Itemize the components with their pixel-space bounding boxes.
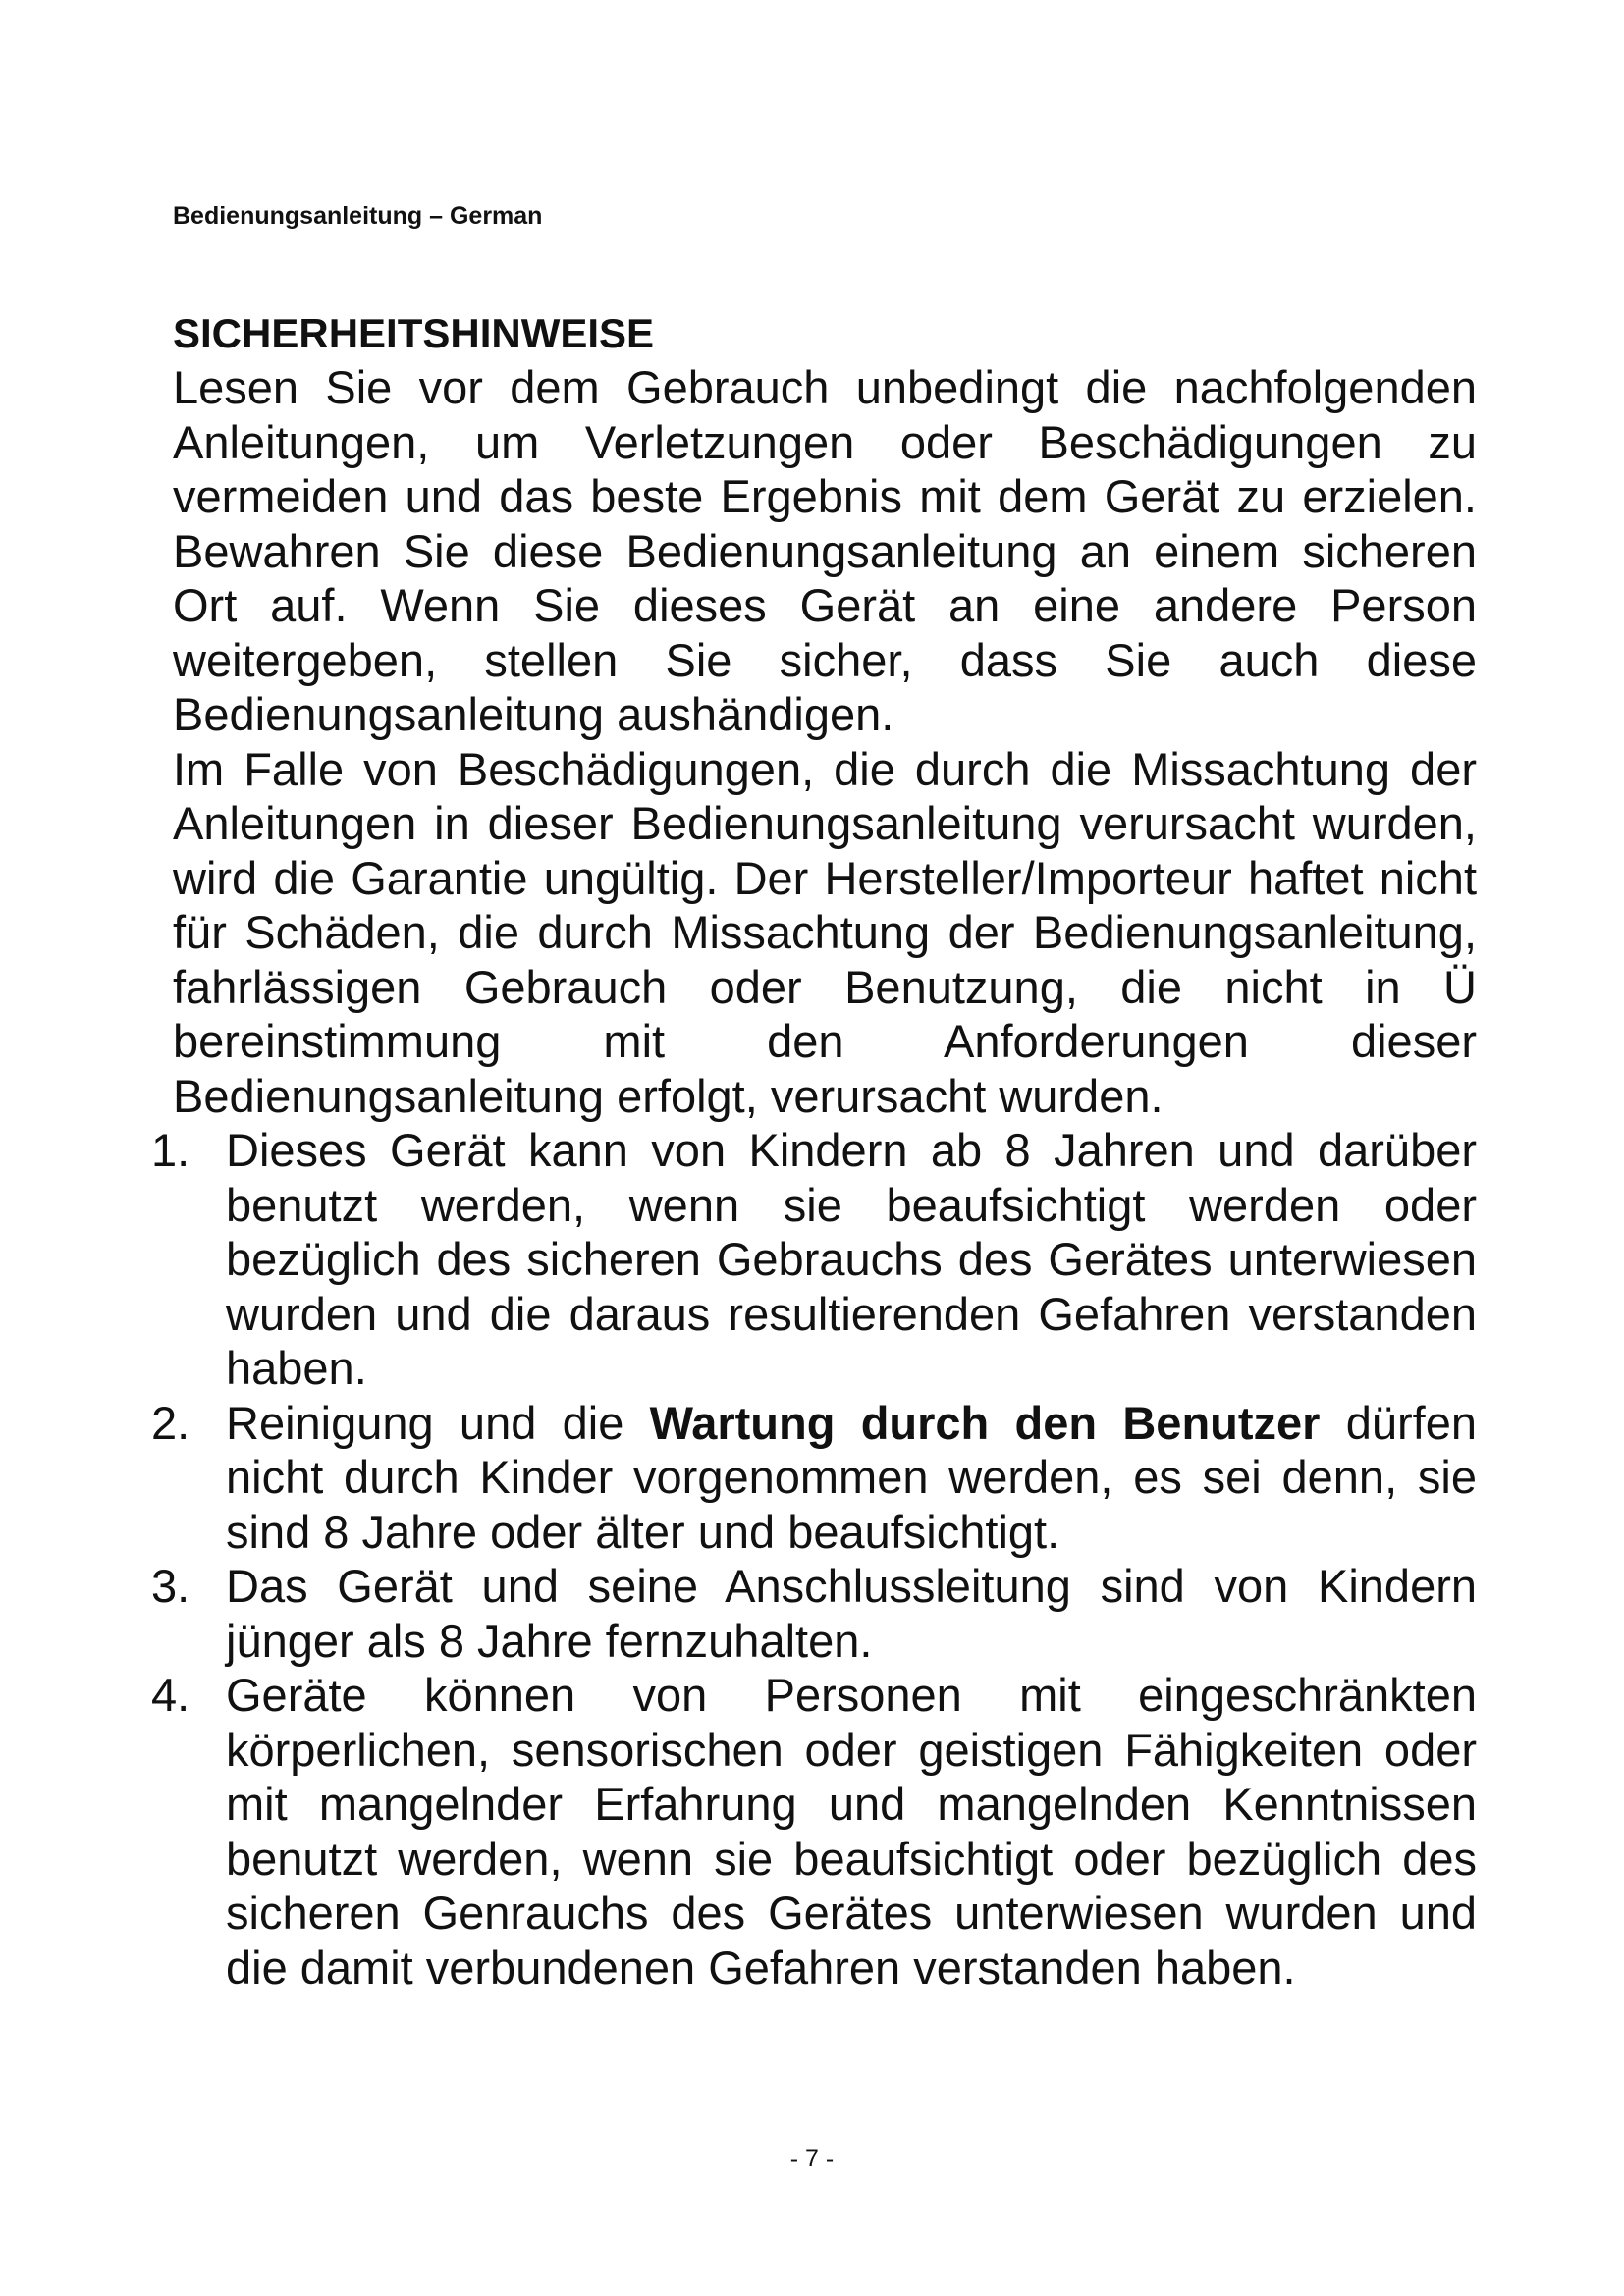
intro-paragraph: Lesen Sie vor dem Gebrauch unbedingt die nachfolgenden Anleitungen, um Verletzungen oder Beschädigungen zu vermeiden und das beste Ergebnis mit dem Gerät zu erzielen. Bewahren Sie diese Bedienungsanleitung an einem sicheren Ort auf. Wenn Sie dieses Gerät an eine andere Person weitergeben, stellen Sie sicher, dass Sie auch diese Bedienungsanleitung aushändigen. [173, 361, 1477, 740]
section-heading: SICHERHEITSHINWEISE [173, 310, 655, 356]
list-item [151, 1559, 1477, 1668]
list-item [151, 1668, 1477, 1995]
list-item-text [226, 1397, 1477, 1558]
list-item-number: 1. [151, 1124, 190, 1176]
list-item-text-start: Reinigung und die [226, 1396, 650, 1449]
document-header: Bedienungsanleitung – German [173, 202, 543, 230]
list-item-text-end: dürfen nicht durch Kinder vorgenommen werden, es sei denn, sie sind 8 Jahre oder älter und beaufsichtigt. [226, 1396, 1477, 1558]
list-item-number: 3. [151, 1560, 190, 1612]
list-item-number: 4. [151, 1669, 190, 1721]
list-item-text: Das Gerät und seine Anschlussleitung sind von Kindern jünger als 8 Jahre fernzuhalten. [226, 1560, 1477, 1667]
list-item-text: Dieses Gerät kann von Kindern ab 8 Jahren und darüber benutzt werden, wenn sie beaufsichtigt werden oder bezüglich des sicheren Gebrauchs des Gerätes unterwiesen wurden und die daraus resultierenden Gefahren verstanden haben. [226, 1124, 1477, 1394]
document-body [151, 306, 1477, 1995]
list-item [151, 1123, 1477, 1396]
warranty-paragraph: Im Falle von Beschädigungen, die durch die Missachtung der Anleitungen in dieser Bedienungsanleitung verursacht wurden, wird die Garantie ungültig. Der Hersteller/Importeur haftet nicht für Schäden, die durch Missachtung der Bedienungsanleitung, fahrlässigen Gebrauch oder Benutzung, die nicht in Ü bereinstimmung mit den Anforderungen dieser Bedienungsanleitung erfolgt, verursacht wurden. [173, 742, 1477, 1122]
list-item-text-emphasis: Wartung durch den Benutzer [649, 1396, 1321, 1449]
list-item [151, 1396, 1477, 1560]
list-item-text: Geräte können von Personen mit eingeschränkten körperlichen, sensorischen oder geistigen Fähigkeiten oder mit mangelnder Erfahrung und mangelnden Kenntnissen benutzt werden, wenn sie beaufsichtigt oder bezüglich des sicheren Genrauchs des Gerätes unterwiesen wurden und die damit verbundenen Gefahren verstanden haben. [226, 1669, 1477, 1994]
page-number: - 7 - [789, 2145, 835, 2172]
list-item-number: 2. [151, 1396, 190, 1449]
safety-list [151, 1123, 1477, 1995]
